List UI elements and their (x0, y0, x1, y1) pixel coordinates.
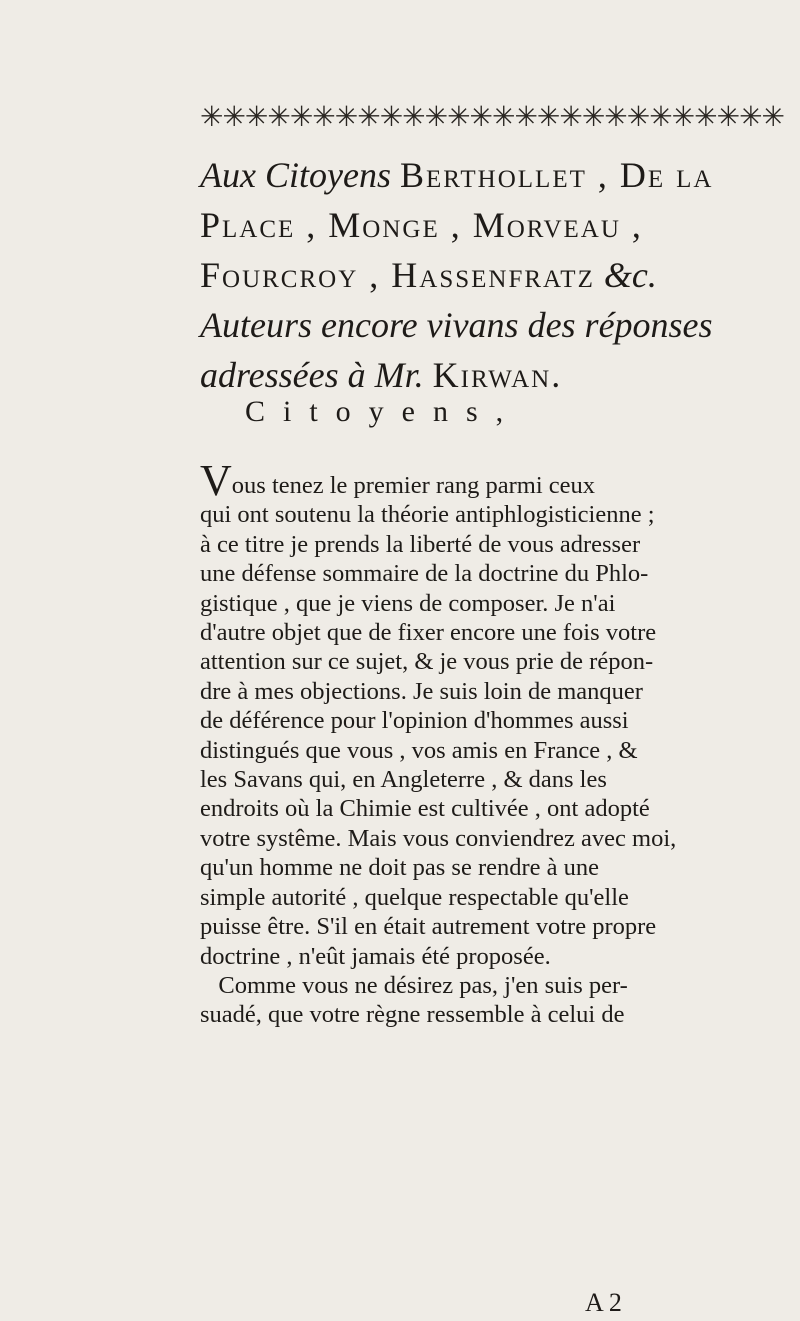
body-line: doctrine , n'eût jamais été proposée. (200, 942, 551, 970)
heading-etc: &c. (603, 255, 657, 295)
body-line: une défense sommaire de la doctrine du Phlo- (200, 560, 649, 588)
heading-kirwan: Kirwan. (432, 355, 563, 395)
heading-line-3 (200, 250, 720, 300)
body-line: suadé, que votre règne ressemble à celui de (200, 1001, 625, 1029)
heading-names-3: Fourcroy , Hassenfratz (200, 255, 595, 295)
dedication-heading (200, 150, 720, 400)
heading-names-1: Berthollet , De la (399, 155, 714, 195)
heading-line-1 (200, 150, 720, 200)
body-line: de déférence pour l'opinion d'hommes aussi (200, 707, 629, 735)
body-line: simple autorité , quelque respectable qu'elle (200, 883, 629, 911)
body-text (200, 456, 725, 1030)
body-line: qui ont soutenu la théorie antiphlogisticienne ; (200, 501, 655, 529)
body-line: qu'un homme ne doit pas se rendre à une (200, 854, 600, 882)
body-line-1-text: ous tenez le premier rang parmi ceux (231, 472, 596, 499)
heading-line-4: Auteurs encore vivans des réponses (200, 305, 713, 345)
drop-cap: V (200, 456, 232, 505)
body-line: à ce titre je prends la liberté de vous adresser (200, 530, 641, 558)
ornamental-border: ✳✳✳✳✳✳✳✳✳✳✳✳✳✳✳✳✳✳✳✳✳✳✳✳✳✳ (200, 102, 784, 133)
body-line: distingués que vous , vos amis en France , & (200, 736, 638, 764)
heading-aux-citoyens: Aux Citoyens (200, 155, 391, 195)
body-line: endroits où la Chimie est cultivée , ont adopté (200, 795, 650, 823)
heading-adressees: adressées à Mr. (200, 355, 424, 395)
body-line-1 (200, 456, 725, 505)
body-line: dre à mes objections. Je suis loin de manquer (200, 677, 643, 705)
body-line: attention sur ce sujet, & je vous prie de répon- (200, 648, 654, 676)
heading-line-5 (200, 350, 720, 400)
body-line: les Savans qui, en Angleterre , & dans les (200, 766, 607, 794)
body-line: gistique , que je viens de composer. Je n'ai (200, 589, 616, 617)
body-line: votre systême. Mais vous conviendrez avec moi, (200, 824, 677, 852)
salutation: Citoyens, (245, 395, 522, 428)
body-line: d'autre objet que de fixer encore une fois votre (200, 619, 657, 647)
heading-line-2: Place , Monge , Morveau , (200, 205, 643, 245)
body-line: puisse être. S'il en était autrement votre propre (200, 913, 657, 941)
body-line: Comme vous ne désirez pas, j'en suis per- (200, 971, 628, 999)
signature-mark: A 2 (585, 1288, 622, 1317)
